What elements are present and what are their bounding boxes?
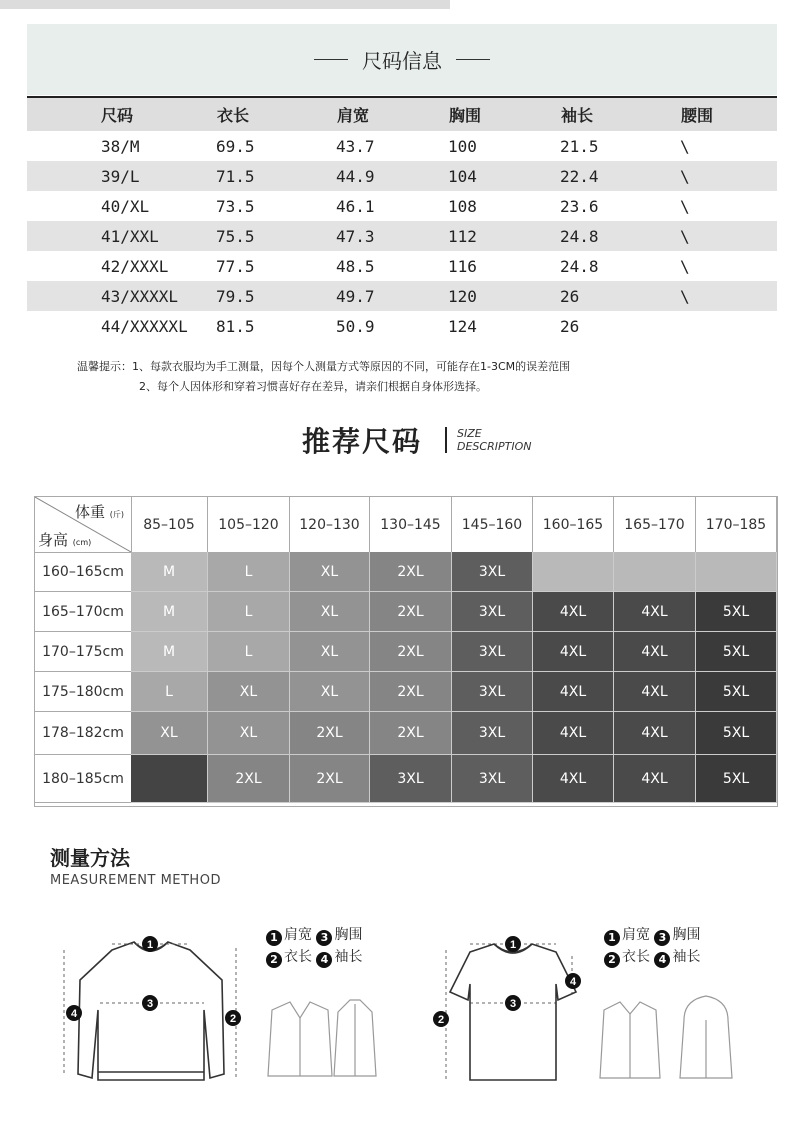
size-cell: XL xyxy=(290,672,370,712)
svg-text:2: 2 xyxy=(229,1013,237,1025)
table-row xyxy=(27,161,777,191)
table-cell: 71.5 xyxy=(216,161,336,191)
legend-label: 胸围 xyxy=(334,927,363,943)
badge-2-icon: 2 xyxy=(266,952,282,968)
measurement-subtitle: MEASUREMENT METHOD xyxy=(50,873,221,888)
recommend-grid xyxy=(34,496,778,807)
legend-label: 肩宽 xyxy=(284,927,312,943)
size-cell: 2XL xyxy=(370,552,452,592)
size-cell: 3XL xyxy=(452,672,533,712)
table-cell: 50.9 xyxy=(336,316,375,336)
table-cell: \ xyxy=(680,136,690,156)
tee-outline xyxy=(450,944,576,1080)
table-row xyxy=(27,251,777,281)
size-cell: 4XL xyxy=(614,755,696,803)
table-cell: 69.5 xyxy=(216,136,255,156)
table-cell: 21.5 xyxy=(560,136,599,156)
table-row xyxy=(27,221,777,251)
table-cell: 43/XXXXL xyxy=(27,281,216,311)
size-cell: 3XL xyxy=(452,632,533,672)
table-cell: 43.7 xyxy=(336,136,375,156)
size-cell: 2XL xyxy=(370,672,452,712)
size-cell: 3XL xyxy=(452,755,533,803)
height-axis-label xyxy=(38,529,91,550)
measurement-title: 测量方法 xyxy=(50,846,130,870)
size-cell: 2XL xyxy=(208,755,290,803)
table-row xyxy=(27,191,777,221)
header-cell: 尺码 xyxy=(27,97,216,131)
size-cell: XL xyxy=(208,712,290,755)
header-cell: 腰围 xyxy=(680,97,777,131)
size-cell: XL xyxy=(290,632,370,672)
size-cell: L xyxy=(208,592,290,632)
size-table-title-text: 尺码信息 xyxy=(362,49,442,73)
weight-range-header: 165–170 xyxy=(614,497,696,553)
table-cell: 26 xyxy=(560,316,580,336)
svg-text:3: 3 xyxy=(509,998,517,1010)
size-cell: 3XL xyxy=(452,552,533,592)
legend-label: 袖长 xyxy=(672,949,701,965)
badge-3-icon: 3 xyxy=(316,930,332,946)
svg-text:1: 1 xyxy=(146,939,154,951)
height-range-header: 180–185cm xyxy=(35,755,132,803)
size-cell: 2XL xyxy=(370,712,452,755)
size-cell: 3XL xyxy=(370,755,452,803)
weight-range-header: 120–130 xyxy=(290,497,370,553)
legend-row xyxy=(266,924,362,946)
weight-range-header: 130–145 xyxy=(370,497,452,553)
size-cell: 4XL xyxy=(614,712,696,755)
table-cell: 23.6 xyxy=(560,196,599,216)
table-cell: \ xyxy=(680,196,690,216)
note-line-1: 温馨提示：1、每款衣服均为手工测量，因每个人测量方式等原因的不同，可能存在1-3CM的误差范围 xyxy=(77,360,571,373)
svg-text:4: 4 xyxy=(70,1008,78,1020)
size-table xyxy=(27,96,777,341)
size-cell: 3XL xyxy=(452,592,533,632)
table-cell xyxy=(680,311,777,341)
table-cell: 39/L xyxy=(27,161,216,191)
legend-row xyxy=(604,924,700,946)
weight-label: 体重 xyxy=(75,503,106,521)
size-cell: 4XL xyxy=(533,592,614,632)
size-cell: 4XL xyxy=(614,672,696,712)
table-cell: 120 xyxy=(448,281,560,311)
size-cell: M xyxy=(131,592,208,632)
table-cell: 46.1 xyxy=(336,196,375,216)
table-cell: 48.5 xyxy=(336,256,375,276)
height-range-header: 170–175cm xyxy=(35,632,132,672)
weight-unit: (斤) xyxy=(109,510,125,519)
size-cell: 5XL xyxy=(696,592,777,632)
size-cell xyxy=(533,552,614,592)
table-cell: 40/XL xyxy=(101,196,150,216)
legend-left xyxy=(266,924,362,968)
legend-label: 胸围 xyxy=(672,927,701,943)
weight-range-header: 160–165 xyxy=(533,497,614,553)
weight-range-header: 85–105 xyxy=(131,497,208,553)
size-cell: 4XL xyxy=(533,712,614,755)
size-cell: 2XL xyxy=(290,712,370,755)
height-range-header: 175–180cm xyxy=(35,672,132,712)
size-cell: 4XL xyxy=(533,632,614,672)
recommend-subtitle xyxy=(457,427,531,453)
height-label: 身高 xyxy=(38,531,69,549)
table-cell: \ xyxy=(680,161,777,191)
table-cell: 24.8 xyxy=(560,221,680,251)
legend-right xyxy=(604,924,700,968)
table-cell: 75.5 xyxy=(216,221,336,251)
size-cell xyxy=(614,552,696,592)
size-cell xyxy=(696,552,777,592)
table-cell: 81.5 xyxy=(216,316,255,336)
title-dash-left xyxy=(314,59,348,60)
size-cell: 5XL xyxy=(696,712,777,755)
weight-range-header: 145–160 xyxy=(452,497,533,553)
size-table-header xyxy=(27,97,777,131)
height-range-header: 160–165cm xyxy=(35,552,132,592)
badge-4-icon: 4 xyxy=(654,952,670,968)
table-row xyxy=(27,311,777,341)
size-cell: L xyxy=(208,632,290,672)
title-dash-right xyxy=(456,59,490,60)
table-row xyxy=(27,131,777,161)
height-unit: (cm) xyxy=(72,538,92,547)
table-cell: 124 xyxy=(448,316,477,336)
table-cell: 44.9 xyxy=(336,161,448,191)
legend-label: 衣长 xyxy=(284,949,312,965)
size-cell: 4XL xyxy=(614,632,696,672)
recommend-divider xyxy=(445,427,447,453)
table-cell: 49.7 xyxy=(336,281,448,311)
badge-4-icon: 4 xyxy=(316,952,332,968)
table-cell: 100 xyxy=(448,136,477,156)
table-cell: 41/XXL xyxy=(27,221,216,251)
recommend-subtitle-2: DESCRIPTION xyxy=(457,440,532,453)
size-cell: M xyxy=(131,632,208,672)
size-cell: L xyxy=(131,672,208,712)
header-cell: 胸围 xyxy=(448,97,560,131)
recommend-subtitle-1: SIZE xyxy=(457,427,482,440)
size-cell: XL xyxy=(131,712,208,755)
notes xyxy=(77,357,570,397)
legend-row xyxy=(604,946,700,968)
note-line-2: 2、每个人因体形和穿着习惯喜好存在差异，请亲们根据自身体形选择。 xyxy=(139,380,487,393)
badge-1-icon: 1 xyxy=(604,930,620,946)
legend-label: 袖长 xyxy=(334,949,363,965)
height-range-header: 178–182cm xyxy=(35,712,132,755)
svg-text:4: 4 xyxy=(569,976,577,988)
badge-1-icon: 1 xyxy=(266,930,282,946)
table-cell: 73.5 xyxy=(216,196,255,216)
size-cell: XL xyxy=(290,552,370,592)
size-cell xyxy=(131,755,208,803)
sweater-outline xyxy=(78,942,224,1080)
svg-text:2: 2 xyxy=(437,1014,445,1026)
grid-corner xyxy=(35,497,132,553)
table-cell: 104 xyxy=(448,161,560,191)
table-cell: \ xyxy=(680,221,777,251)
size-cell: 5XL xyxy=(696,672,777,712)
size-cell: 2XL xyxy=(290,755,370,803)
size-cell: 2XL xyxy=(370,632,452,672)
svg-text:1: 1 xyxy=(509,939,517,951)
table-cell: 38/M xyxy=(101,136,140,156)
table-cell: 108 xyxy=(448,196,477,216)
table-cell: 47.3 xyxy=(336,221,448,251)
size-cell: 5XL xyxy=(696,632,777,672)
size-cell: 4XL xyxy=(614,592,696,632)
size-cell: 5XL xyxy=(696,755,777,803)
weight-axis-label xyxy=(75,501,124,522)
legend-label: 肩宽 xyxy=(622,927,650,943)
size-table-title xyxy=(27,24,777,95)
header-cell: 袖长 xyxy=(560,97,680,131)
table-cell: 22.4 xyxy=(560,161,680,191)
recommend-title: 推荐尺码 xyxy=(302,425,423,458)
top-strip xyxy=(0,0,450,9)
table-cell: 42/XXXL xyxy=(101,256,169,276)
table-cell: 24.8 xyxy=(560,256,599,276)
table-cell: 26 xyxy=(560,281,680,311)
svg-text:3: 3 xyxy=(146,998,154,1010)
table-cell: 79.5 xyxy=(216,281,336,311)
height-range-header: 165–170cm xyxy=(35,592,132,632)
table-cell: \ xyxy=(680,256,690,276)
size-cell: L xyxy=(208,552,290,592)
size-cell: XL xyxy=(208,672,290,712)
table-cell: 77.5 xyxy=(216,256,255,276)
legend-row xyxy=(266,946,362,968)
legend-label: 衣长 xyxy=(622,949,650,965)
badge-3-icon: 3 xyxy=(654,930,670,946)
size-cell: XL xyxy=(290,592,370,632)
table-cell: 44/XXXXXL xyxy=(101,316,188,336)
header-cell: 衣长 xyxy=(216,97,336,131)
table-cell: 112 xyxy=(448,221,560,251)
size-cell: 3XL xyxy=(452,712,533,755)
table-cell: \ xyxy=(680,281,777,311)
size-cell: 4XL xyxy=(533,672,614,712)
header-cell: 肩宽 xyxy=(336,97,448,131)
size-cell: 2XL xyxy=(370,592,452,632)
table-cell: 116 xyxy=(448,256,477,276)
size-cell: M xyxy=(131,552,208,592)
badge-2-icon: 2 xyxy=(604,952,620,968)
weight-range-header: 105–120 xyxy=(208,497,290,553)
weight-range-header: 170–185 xyxy=(696,497,777,553)
table-row xyxy=(27,281,777,311)
size-cell: 4XL xyxy=(533,755,614,803)
